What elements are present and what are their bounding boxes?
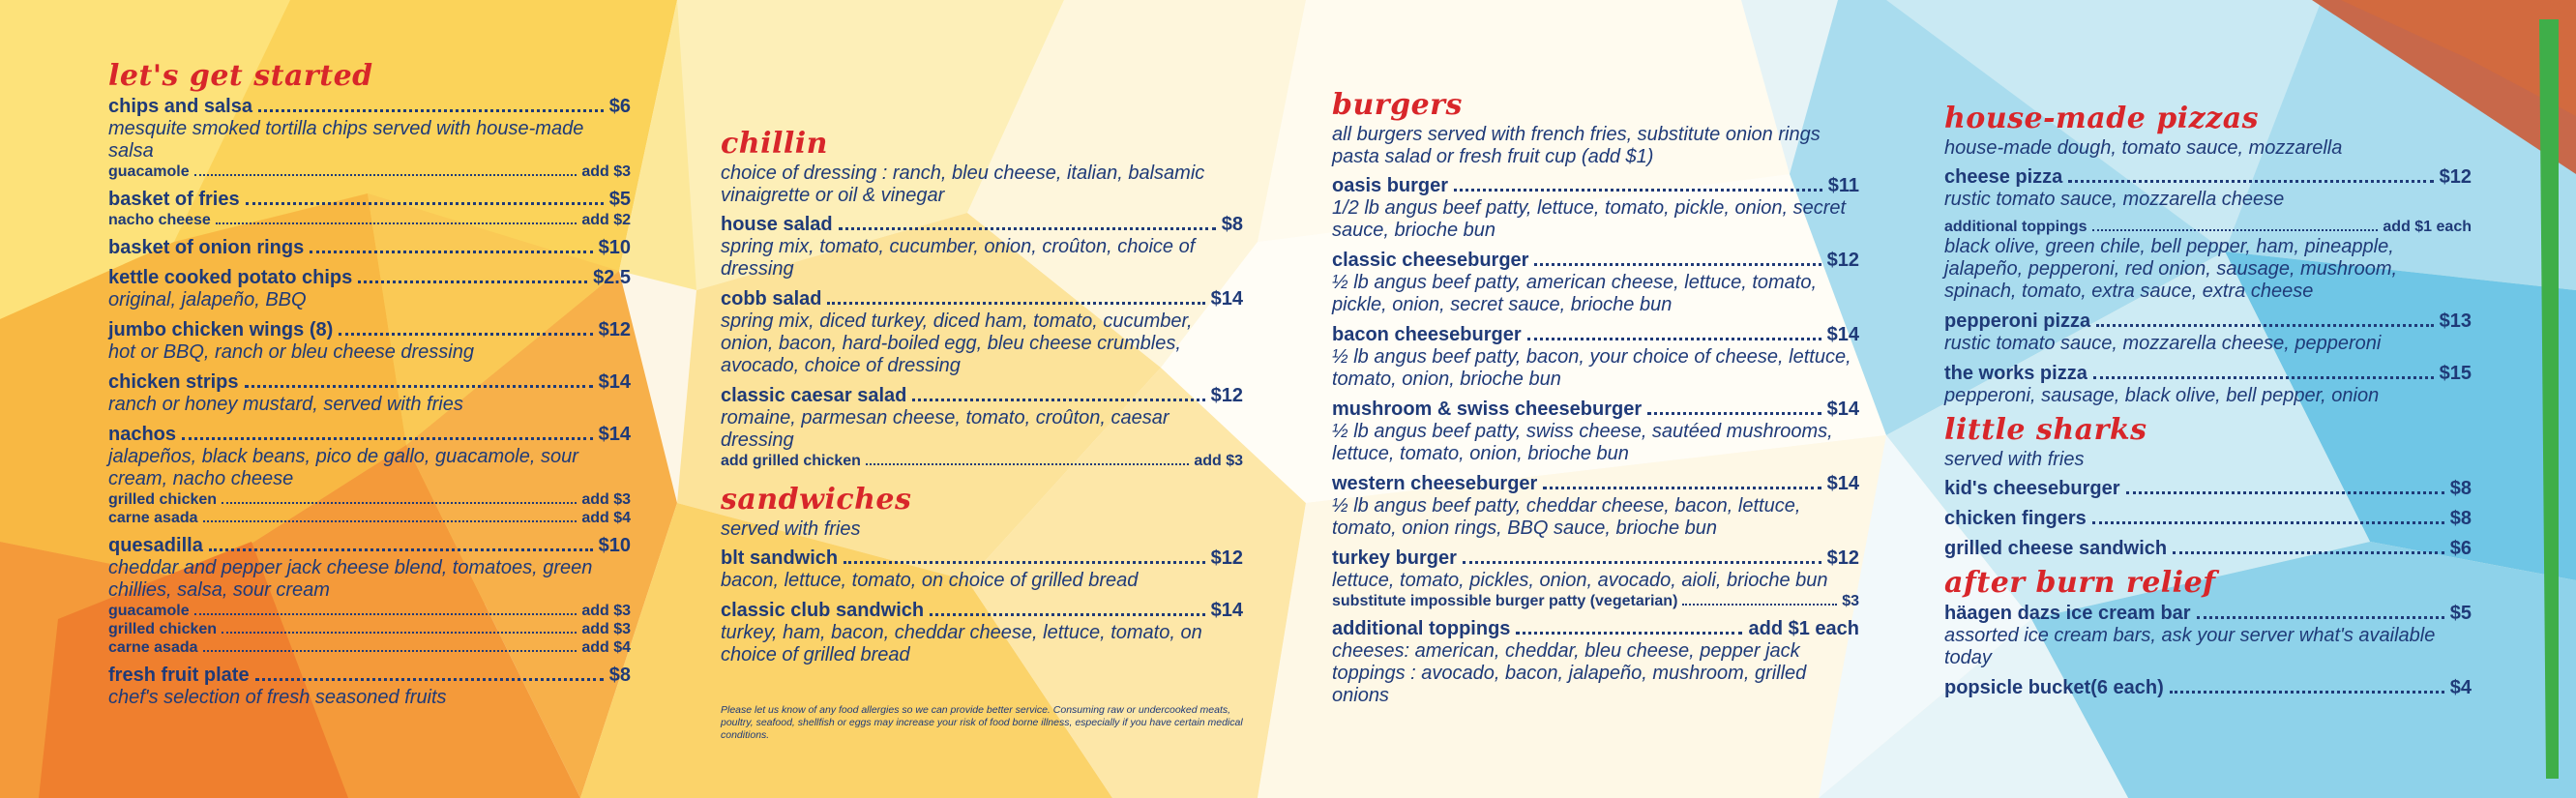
menu-item-description: spring mix, diced turkey, diced ham, tomato, cucumber, onion, bacon, hard-boiled egg, bleu cheese crumbles, avocado, choice of dressing xyxy=(721,310,1193,376)
menu-item-row xyxy=(1944,602,2472,625)
menu-item-name: the works pizza xyxy=(1944,363,2087,384)
dot-leader xyxy=(2068,180,2433,183)
dot-leader xyxy=(2126,491,2444,494)
dot-leader xyxy=(222,502,577,504)
menu-item-row xyxy=(108,266,631,289)
menu-item-name: classic cheeseburger xyxy=(1332,250,1529,271)
menu-item-price: $12 xyxy=(1210,547,1243,569)
menu-item xyxy=(1944,602,2472,669)
menu-item-row xyxy=(1944,507,2472,530)
menu-item-name: turkey burger xyxy=(1332,547,1457,569)
menu-item-name: blt sandwich xyxy=(721,547,839,569)
menu-item-price: $14 xyxy=(598,371,631,393)
menu-item-price: $13 xyxy=(2439,310,2472,332)
dot-leader xyxy=(339,333,592,336)
menu-item xyxy=(1944,477,2472,500)
section-title-little-sharks: little sharks xyxy=(1944,413,2147,447)
menu-item-row xyxy=(721,547,1243,570)
dot-leader xyxy=(194,174,577,176)
menu-item-row xyxy=(721,384,1243,407)
dot-leader xyxy=(255,678,604,681)
dot-leader xyxy=(222,632,577,634)
pizzas-list xyxy=(1944,165,2472,407)
menu-item-description: ranch or honey mustard, served with fries xyxy=(108,394,463,415)
menu-item-description: romaine, parmesan cheese, tomato, croûton, caesar dressing xyxy=(721,407,1170,451)
menu-item-description: jalapeños, black beans, pico de gallo, guacamole, sour cream, nacho cheese xyxy=(108,446,578,489)
menu-item-name: basket of fries xyxy=(108,189,240,210)
menu-item-name: jumbo chicken wings (8) xyxy=(108,319,334,340)
menu-item-price: $4 xyxy=(2449,677,2472,698)
menu-item xyxy=(1332,249,1859,316)
allergy-disclaimer: Please let us know of any food allergies so we can provide better service. Consuming raw or undercooked meats, poultry, seafood, shellfish or eggs may increase your risk of food borne illness, especially if you have certain medical conditions. xyxy=(721,704,1243,741)
menu-item-name: kid's cheeseburger xyxy=(1944,478,2120,499)
dot-leader xyxy=(246,202,604,205)
dot-leader xyxy=(2093,376,2434,379)
menu-item-price: $11 xyxy=(1827,175,1859,196)
menu-addon-price: add $3 xyxy=(581,491,631,508)
menu-item-description: chef's selection of fresh seasoned fruits xyxy=(108,687,447,708)
section-title-pizzas: house-made pizzas xyxy=(1944,102,2260,135)
menu-item-price: $14 xyxy=(598,424,631,445)
menu-item-row xyxy=(108,236,631,259)
menu-item-description: lettuce, tomato, pickles, onion, avocado, aioli, brioche bun xyxy=(1332,570,1828,591)
menu-item-description: rustic tomato sauce, mozzarella cheese xyxy=(1944,189,2285,210)
chillin-note: choice of dressing : ranch, bleu cheese, italian, balsamic vinaigrette or oil & vinegar xyxy=(721,163,1205,206)
menu-item-price: $10 xyxy=(598,237,631,258)
menu-item-row xyxy=(108,188,631,211)
dot-leader xyxy=(2092,229,2379,231)
dot-leader xyxy=(216,222,577,224)
dot-leader xyxy=(203,650,577,652)
dot-leader xyxy=(1647,412,1821,415)
menu-item xyxy=(721,547,1243,592)
menu-item xyxy=(1332,547,1859,610)
menu-addon-price: $3 xyxy=(1842,593,1859,609)
menu-item-description: pepperoni, sausage, black olive, bell pepper, onion xyxy=(1944,385,2380,406)
menu-item-description: cheeses: american, cheddar, bleu cheese, pepper jack toppings : avocado, bacon, jalapeño, mushroom, grilled onions xyxy=(1332,640,1807,706)
menu-item-price: $12 xyxy=(2439,166,2472,188)
menu-item-price: $5 xyxy=(2449,603,2472,624)
menu-addon-name: carne asada xyxy=(108,510,198,526)
menu-item xyxy=(108,266,631,311)
menu-item xyxy=(1944,310,2472,355)
menu-addon-row xyxy=(108,620,631,638)
starters-list xyxy=(108,95,631,709)
menu-addon-row xyxy=(1332,592,1859,610)
dot-leader xyxy=(209,548,593,551)
menu-item-name: mushroom & swiss cheeseburger xyxy=(1332,399,1643,420)
menu-item-price: $8 xyxy=(2449,478,2472,499)
menu-item xyxy=(721,599,1243,666)
dot-leader xyxy=(1682,604,1837,606)
menu-item xyxy=(108,95,631,181)
menu-item-description: black olive, green chile, bell pepper, ham, pineapple, jalapeño, pepperoni, red onion, sausage, mushroom, spinach, tomato, extra sauce, extra cheese xyxy=(1944,236,2398,302)
menu-item-description: turkey, ham, bacon, cheddar cheese, lettuce, tomato, on choice of grilled bread xyxy=(721,622,1202,665)
menu-addon-price: add $2 xyxy=(581,212,631,228)
pizzas-note: house-made dough, tomato sauce, mozzarella xyxy=(1944,137,2343,159)
menu-item-row xyxy=(1944,218,2472,236)
menu-item-row xyxy=(1944,310,2472,333)
menu-addon-name: add grilled chicken xyxy=(721,453,861,469)
dot-leader xyxy=(1527,338,1821,340)
menu-item-description: ½ lb angus beef patty, american cheese, lettuce, tomato, pickle, onion, secret sauce, brioche bun xyxy=(1332,272,1818,315)
menu-item-name: cheese pizza xyxy=(1944,166,2063,188)
chillin-list xyxy=(721,213,1243,470)
burgers-list xyxy=(1332,174,1859,707)
menu-item-price: $14 xyxy=(1210,600,1243,621)
menu-item xyxy=(108,318,631,364)
menu-item-name: chicken strips xyxy=(108,371,239,393)
column-pizzas-kids-desserts xyxy=(1944,103,2472,706)
dot-leader xyxy=(839,227,1216,230)
sandwiches-note: served with fries xyxy=(721,518,861,540)
dot-leader xyxy=(2173,551,2444,554)
menu-item-description: assorted ice cream bars, ask your server what's available today xyxy=(1944,625,2436,668)
menu-item xyxy=(721,213,1243,281)
menu-item-row xyxy=(1332,323,1859,346)
menu-item-name: chips and salsa xyxy=(108,96,252,117)
menu-item-price: $12 xyxy=(1210,385,1243,406)
menu-item-price: $12 xyxy=(1826,250,1859,271)
dot-leader xyxy=(866,463,1189,465)
dot-leader xyxy=(245,385,593,388)
dot-leader xyxy=(2092,521,2444,524)
section-title-after-burn: after burn relief xyxy=(1944,566,2216,600)
sharks-list xyxy=(1944,477,2472,560)
menu-item-name: chicken fingers xyxy=(1944,508,2087,529)
menu-addon-price: add $3 xyxy=(1194,453,1243,469)
menu-item-name: western cheeseburger xyxy=(1332,473,1538,494)
menu-addon-row xyxy=(108,163,631,181)
menu-item-name: house salad xyxy=(721,214,833,235)
menu-addon-name: grilled chicken xyxy=(108,621,218,637)
menu-item-description: original, jalapeño, BBQ xyxy=(108,289,307,310)
menu-item-row xyxy=(1332,174,1859,197)
menu-item-name: nachos xyxy=(108,424,177,445)
dot-leader xyxy=(1463,561,1821,564)
menu-addon-price: add $3 xyxy=(581,603,631,619)
menu-item-name: bacon cheeseburger xyxy=(1332,324,1522,345)
menu-item-name: oasis burger xyxy=(1332,175,1449,196)
menu-item-row xyxy=(721,287,1243,310)
dot-leader xyxy=(1534,263,1821,266)
dot-leader xyxy=(930,613,1205,616)
menu-item xyxy=(1944,165,2472,211)
dot-leader xyxy=(1454,189,1822,192)
menu-item-row xyxy=(1944,537,2472,560)
menu-item-price: $15 xyxy=(2439,363,2472,384)
menu-addon-row xyxy=(108,211,631,229)
dot-leader xyxy=(2197,616,2444,619)
menu-item-price: $6 xyxy=(608,96,631,117)
column-burgers xyxy=(1332,89,1859,714)
menu-item xyxy=(1944,537,2472,560)
menu-item-row xyxy=(1944,362,2472,385)
menu-item-row xyxy=(108,370,631,394)
dot-leader xyxy=(912,399,1204,401)
menu-item-price: $6 xyxy=(2449,538,2472,559)
menu-item-price: $14 xyxy=(1210,288,1243,310)
menu-item-description: ½ lb angus beef patty, bacon, your choice of cheese, lettuce, tomato, onion, brioche bun xyxy=(1332,346,1851,390)
dot-leader xyxy=(182,437,593,440)
menu-addon-row xyxy=(721,452,1243,470)
menu-item-price: add $1 each xyxy=(2383,219,2472,235)
menu-addon-name: nacho cheese xyxy=(108,212,211,228)
menu-item-name: kettle cooked potato chips xyxy=(108,267,353,288)
menu-item-row xyxy=(1332,617,1859,640)
menu-item xyxy=(1332,174,1859,242)
menu-item-row xyxy=(721,213,1243,236)
menu-addon-price: add $3 xyxy=(581,621,631,637)
menu-item-price: $8 xyxy=(608,665,631,686)
menu-item-name: cobb salad xyxy=(721,288,822,310)
menu-item-name: classic club sandwich xyxy=(721,600,925,621)
dot-leader xyxy=(1543,487,1821,489)
dot-leader xyxy=(2170,691,2444,694)
menu-item-price: $8 xyxy=(1221,214,1243,235)
menu-item-description: hot or BBQ, ranch or bleu cheese dressing xyxy=(108,341,474,363)
menu-item-price: $5 xyxy=(608,189,631,210)
menu-addon-name: guacamole xyxy=(108,163,190,180)
afterburn-list xyxy=(1944,602,2472,699)
menu-addon-row xyxy=(108,509,631,527)
menu-addon-row xyxy=(108,602,631,620)
menu-item-row xyxy=(108,534,631,557)
section-title-chillin: chillin xyxy=(721,127,828,161)
menu-item-description: 1/2 lb angus beef patty, lettuce, tomato, pickle, onion, secret sauce, brioche bun xyxy=(1332,197,1847,241)
dot-leader xyxy=(358,281,587,283)
menu-item-row xyxy=(108,664,631,687)
menu-item-name: grilled cheese sandwich xyxy=(1944,538,2168,559)
menu-item-name: quesadilla xyxy=(108,535,203,556)
menu-item-row xyxy=(108,95,631,118)
dot-leader xyxy=(827,302,1204,305)
menu-item-row xyxy=(1332,398,1859,421)
menu-item-name: basket of onion rings xyxy=(108,237,305,258)
menu-addon-price: add $4 xyxy=(581,639,631,656)
menu-item-row xyxy=(721,599,1243,622)
menu-item xyxy=(1944,507,2472,530)
menu-item xyxy=(108,423,631,527)
column-starters xyxy=(108,60,631,716)
dot-leader xyxy=(203,520,577,522)
burgers-note: all burgers served with french fries, substitute onion rings pasta salad or fresh fruit cup (add $1) xyxy=(1332,124,1821,167)
menu-item-name: popsicle bucket(6 each) xyxy=(1944,677,2164,698)
menu-item xyxy=(1944,362,2472,407)
menu-item-row xyxy=(1332,472,1859,495)
menu-item-row xyxy=(1332,249,1859,272)
menu-item xyxy=(1944,676,2472,699)
column-chillin-sandwiches xyxy=(721,128,1243,673)
menu-item-description: rustic tomato sauce, mozzarella cheese, pepperoni xyxy=(1944,333,2382,354)
menu-item-price: $12 xyxy=(598,319,631,340)
menu-item-name: fresh fruit plate xyxy=(108,665,250,686)
menu-item-name: additional toppings xyxy=(1944,219,2087,235)
menu-item-price: $14 xyxy=(1826,324,1859,345)
menu-item xyxy=(108,664,631,709)
dot-leader xyxy=(1516,632,1742,635)
menu-item-name: additional toppings xyxy=(1332,618,1511,639)
menu-addon-price: add $3 xyxy=(581,163,631,180)
menu-item-row xyxy=(108,318,631,341)
menu-item xyxy=(108,370,631,416)
menu-item xyxy=(1332,472,1859,540)
menu-item-price: $14 xyxy=(1826,473,1859,494)
dot-leader xyxy=(2096,324,2434,327)
menu-item xyxy=(1332,398,1859,465)
menu-item-price: $12 xyxy=(1826,547,1859,569)
menu-item xyxy=(721,384,1243,470)
menu-item-row xyxy=(1944,477,2472,500)
menu-item-name: classic caesar salad xyxy=(721,385,907,406)
menu-item-description: spring mix, tomato, cucumber, onion, croûton, choice of dressing xyxy=(721,236,1196,280)
menu-item-row xyxy=(108,423,631,446)
menu-item-price: $10 xyxy=(598,535,631,556)
menu-item-description: ½ lb angus beef patty, swiss cheese, sautéed mushrooms, lettuce, tomato, onion, brioche bun xyxy=(1332,421,1833,464)
section-title-starters: let's get started xyxy=(108,59,373,93)
menu-item xyxy=(108,188,631,229)
menu-item-price: $2.5 xyxy=(593,267,631,288)
dot-leader xyxy=(844,561,1205,564)
menu-item-row xyxy=(1944,676,2472,699)
menu-addon-name: substitute impossible burger patty (vegetarian) xyxy=(1332,593,1678,609)
sharks-note: served with fries xyxy=(1944,449,2085,470)
menu-addon-name: guacamole xyxy=(108,603,190,619)
menu-item-price: add $1 each xyxy=(1748,618,1859,639)
sandwiches-list xyxy=(721,547,1243,666)
menu-addon-name: grilled chicken xyxy=(108,491,218,508)
menu-addon-row xyxy=(108,638,631,657)
section-title-burgers: burgers xyxy=(1332,88,1463,122)
menu-item xyxy=(108,236,631,259)
menu-item-price: $8 xyxy=(2449,508,2472,529)
menu-item-price: $14 xyxy=(1826,399,1859,420)
menu-item-description: ½ lb angus beef patty, cheddar cheese, bacon, lettuce, tomato, onion rings, BBQ sauce, brioche bun xyxy=(1332,495,1801,539)
menu-addon-name: carne asada xyxy=(108,639,198,656)
dot-leader xyxy=(310,251,592,253)
menu-item-description: mesquite smoked tortilla chips served with house-made salsa xyxy=(108,118,584,162)
menu-item-description: cheddar and pepper jack cheese blend, tomatoes, green chillies, salsa, sour cream xyxy=(108,557,593,601)
menu-item xyxy=(1332,617,1859,707)
menu-item-name: häagen dazs ice cream bar xyxy=(1944,603,2191,624)
menu-addon-row xyxy=(108,490,631,509)
menu-item-description: bacon, lettuce, tomato, on choice of grilled bread xyxy=(721,570,1139,591)
menu-item-row xyxy=(1332,547,1859,570)
menu-item xyxy=(721,287,1243,377)
dot-leader xyxy=(194,613,577,615)
menu-item xyxy=(1944,218,2472,303)
dot-leader xyxy=(258,109,604,112)
menu-item xyxy=(1332,323,1859,391)
menu-item-name: pepperoni pizza xyxy=(1944,310,2091,332)
menu-item xyxy=(108,534,631,657)
menu-addon-price: add $4 xyxy=(581,510,631,526)
menu-item-row xyxy=(1944,165,2472,189)
section-title-sandwiches: sandwiches xyxy=(721,483,912,517)
